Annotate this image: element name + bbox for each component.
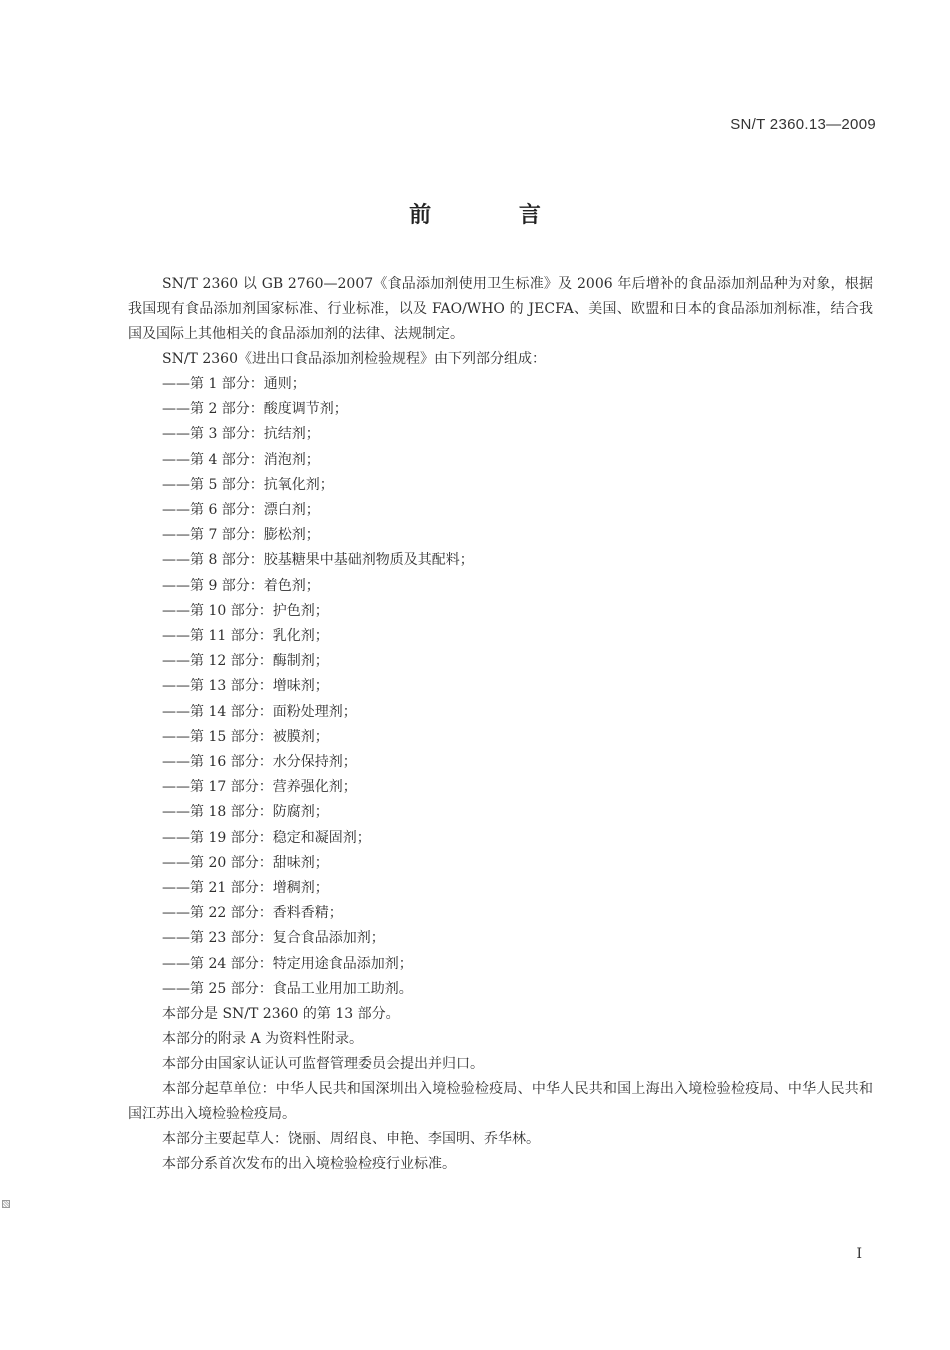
scan-artifact-mark bbox=[2, 1200, 10, 1208]
list-item: ——第 2 部分：酸度调节剂； bbox=[162, 401, 348, 418]
list-item: ——第 3 部分：抗结剂； bbox=[162, 426, 320, 443]
list-item: ——第 1 部分：通则； bbox=[162, 376, 306, 392]
list-item: ——第 20 部分：甜味剂； bbox=[162, 854, 329, 871]
list-item: ——第 23 部分：复合食品添加剂； bbox=[162, 930, 385, 947]
proposer-statement: 本部分由国家认证认可监督管理委员会提出并归口。 bbox=[162, 1056, 484, 1073]
list-item: ——第 16 部分：水分保持剂； bbox=[162, 754, 357, 771]
appendix-statement: 本部分的附录 A 为资料性附录。 bbox=[162, 1031, 364, 1048]
list-item: ——第 7 部分：膨松剂； bbox=[162, 527, 320, 544]
list-item: ——第 11 部分：乳化剂； bbox=[162, 628, 329, 645]
list-item: ——第 12 部分：酶制剂； bbox=[162, 653, 329, 670]
list-item: ——第 17 部分：营养强化剂； bbox=[162, 779, 357, 796]
intro-paragraph-composition: SN/T 2360《进出口食品添加剂检验规程》由下列部分组成： bbox=[162, 351, 546, 367]
list-item: ——第 19 部分：稳定和凝固剂； bbox=[162, 829, 371, 846]
drafting-units-statement: 本部分起草单位：中华人民共和国深圳出入境检验检疫局、中华人民共和国上海出入境检验检疫局、中华人民共和国江苏出入境检验检疫局。 bbox=[128, 1081, 873, 1123]
parts-list bbox=[128, 372, 873, 1002]
list-item: ——第 14 部分：面粉处理剂； bbox=[162, 703, 357, 720]
list-item: ——第 21 部分：增稠剂； bbox=[162, 880, 329, 897]
list-item: ——第 24 部分：特定用途食品添加剂； bbox=[162, 955, 413, 972]
list-item: ——第 8 部分：胶基糖果中基础剂物质及其配料； bbox=[162, 552, 474, 569]
foreword-body bbox=[128, 272, 873, 1177]
list-item: ——第 5 部分：抗氧化剂； bbox=[162, 476, 334, 493]
list-item: ——第 4 部分：消泡剂； bbox=[162, 451, 320, 468]
standard-number: SN/T 2360.13—2009 bbox=[730, 116, 876, 133]
list-item: ——第 18 部分：防腐剂； bbox=[162, 804, 329, 821]
page-title: 前 言 bbox=[409, 203, 581, 228]
list-item: ——第 13 部分：增味剂； bbox=[162, 678, 329, 695]
list-item: ——第 25 部分：食品工业用加工助剂。 bbox=[162, 980, 413, 997]
list-item: ——第 9 部分：着色剂； bbox=[162, 577, 320, 594]
list-item: ——第 22 部分：香料香精； bbox=[162, 905, 343, 922]
part-number-statement: 本部分是 SN/T 2360 的第 13 部分。 bbox=[162, 1006, 400, 1023]
first-release-statement: 本部分系首次发布的出入境检验检疫行业标准。 bbox=[162, 1156, 456, 1173]
list-item: ——第 10 部分：护色剂； bbox=[162, 602, 329, 619]
drafters-statement: 本部分主要起草人：饶丽、周绍良、申艳、李国明、乔华林。 bbox=[162, 1131, 540, 1148]
list-item: ——第 15 部分：被膜剂； bbox=[162, 728, 329, 745]
list-item: ——第 6 部分：漂白剂； bbox=[162, 502, 320, 519]
page-number: I bbox=[856, 1246, 862, 1262]
intro-paragraph-scope: SN/T 2360 以 GB 2760—2007《食品添加剂使用卫生标准》及 2006 年后增补的食品添加剂品种为对象，根据我国现有食品添加剂国家标准、行业标准，以及 FAO/WHO 的 JECFA、美国、欧盟和日本的食品添加剂标准，结合我国及国际上其他相关的食品添加剂的法律、法规制定。 bbox=[128, 276, 873, 342]
